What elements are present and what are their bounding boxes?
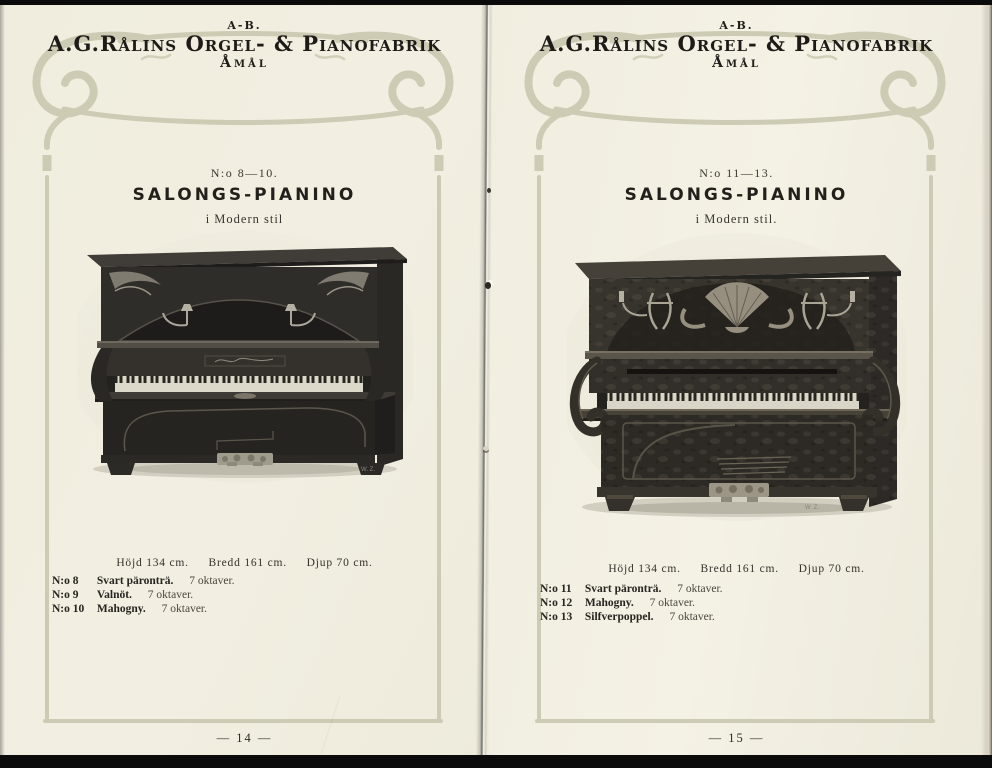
catalog-header bbox=[0, 20, 489, 70]
model-finish: Mahogny. bbox=[96, 603, 146, 615]
dimension-height: Höjd 134 cm. bbox=[608, 563, 681, 575]
piano-photo bbox=[567, 231, 907, 523]
model-row bbox=[540, 611, 723, 625]
binding-mark bbox=[483, 446, 489, 451]
dimensions-line bbox=[0, 557, 489, 569]
page-title: SALONGS-PIANINO bbox=[624, 185, 849, 205]
model-number: N:o 10 bbox=[52, 603, 85, 615]
upright-piano-illustration bbox=[77, 229, 413, 485]
company-city: Åmål bbox=[220, 55, 269, 71]
model-range: N:o 8—10. bbox=[210, 166, 279, 180]
model-octaves: 7 oktaver. bbox=[147, 589, 194, 601]
company-name: A.G.Rålins Orgel- & Pianofabrik bbox=[539, 31, 934, 56]
piano-photo bbox=[77, 229, 413, 485]
model-row bbox=[52, 575, 235, 589]
company-name: A.G.Rålins Orgel- & Pianofabrik bbox=[47, 31, 442, 56]
scan-edge-bottom bbox=[0, 755, 992, 768]
model-octaves: 7 oktaver. bbox=[677, 583, 723, 595]
upright-piano-illustration bbox=[567, 231, 907, 523]
binding-mark bbox=[485, 282, 491, 289]
model-list bbox=[52, 575, 235, 617]
model-octaves: 7 oktaver. bbox=[161, 603, 207, 615]
model-row bbox=[540, 583, 723, 597]
page-title: SALONGS-PIANINO bbox=[132, 185, 357, 205]
company-city: Åmål bbox=[712, 55, 761, 71]
dimension-breadth: Bredd 161 cm. bbox=[208, 557, 287, 569]
model-number: N:o 11 bbox=[540, 583, 572, 595]
catalog-page-right bbox=[489, 5, 992, 755]
page-number: — 15 — bbox=[708, 731, 765, 745]
page-subtitle: i Modern stil. bbox=[695, 212, 778, 226]
catalog-header bbox=[492, 20, 981, 70]
model-octaves: 7 oktaver. bbox=[649, 597, 695, 609]
artist-signature: W. Z. bbox=[804, 505, 819, 511]
model-row bbox=[52, 589, 235, 603]
company-prefix: A-B. bbox=[227, 19, 262, 32]
page-number: — 14 — bbox=[216, 731, 273, 745]
model-number: N:o 8 bbox=[52, 575, 79, 587]
model-finish: Svart päronträ. bbox=[96, 575, 174, 587]
catalog-page-left bbox=[0, 5, 489, 755]
dimension-height: Höjd 134 cm. bbox=[116, 557, 189, 569]
model-range: N:o 11—13. bbox=[699, 166, 774, 180]
dimension-depth: Djup 70 cm. bbox=[798, 563, 865, 575]
model-number: N:o 9 bbox=[52, 589, 79, 601]
dimensions-line bbox=[492, 563, 981, 575]
dimension-depth: Djup 70 cm. bbox=[306, 557, 373, 569]
model-finish: Silfverpoppel. bbox=[584, 611, 654, 623]
model-number: N:o 13 bbox=[540, 611, 573, 623]
binding-mark bbox=[487, 188, 491, 193]
model-finish: Mahogny. bbox=[584, 597, 634, 609]
model-number: N:o 12 bbox=[540, 597, 573, 609]
dimension-breadth: Bredd 161 cm. bbox=[700, 563, 779, 575]
company-prefix: A-B. bbox=[719, 19, 754, 32]
artist-signature: W. Z. bbox=[360, 467, 375, 473]
model-row bbox=[52, 603, 235, 617]
model-row bbox=[540, 597, 723, 611]
model-finish: Valnöt. bbox=[96, 589, 132, 601]
model-octaves: 7 oktaver. bbox=[669, 611, 715, 623]
page-subtitle: i Modern stil bbox=[205, 212, 284, 226]
model-finish: Svart päronträ. bbox=[584, 583, 662, 595]
page-edge bbox=[981, 5, 992, 755]
model-octaves: 7 oktaver. bbox=[189, 575, 235, 587]
model-list bbox=[540, 583, 723, 625]
